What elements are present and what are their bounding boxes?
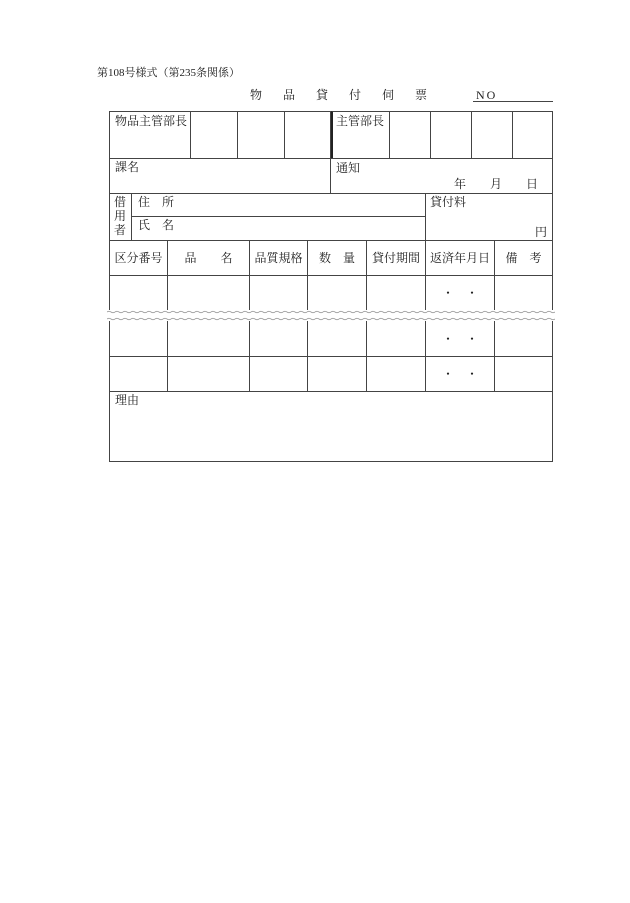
item-quantity-cell xyxy=(307,356,367,392)
address-label: 住 所 xyxy=(138,195,175,209)
number-label: NO xyxy=(476,88,498,102)
item-remarks-cell xyxy=(494,275,553,310)
item-name-cell xyxy=(167,275,250,310)
column-header-label: 返済年月日 xyxy=(429,251,490,265)
department-seal-cell xyxy=(190,111,238,159)
managing-seal-cell xyxy=(389,111,431,159)
reason-label: 理由 xyxy=(115,393,140,407)
item-loan-period-cell xyxy=(366,356,426,392)
managing-seal-cell xyxy=(471,111,513,159)
item-remarks-cell xyxy=(494,321,553,357)
division-label: 課名 xyxy=(115,160,140,174)
column-header xyxy=(425,240,495,276)
item-name-cell xyxy=(167,321,250,357)
column-header-label: 品 名 xyxy=(184,251,233,265)
reason-row xyxy=(109,391,553,462)
form-title: 物品貸付伺票 xyxy=(250,88,449,102)
managing-head-cell xyxy=(331,111,390,159)
department-head-cell xyxy=(109,111,191,159)
return-date-separators: ・ ・ xyxy=(441,286,478,300)
items-header-row xyxy=(109,240,553,276)
loan-request-table xyxy=(109,111,553,462)
item-return-date-cell xyxy=(425,275,495,310)
number-field xyxy=(473,88,553,102)
department-head-label: 物品主管部長 xyxy=(115,114,188,128)
reason-cell xyxy=(109,391,553,462)
column-header xyxy=(307,240,367,276)
return-date-separators: ・ ・ xyxy=(441,367,478,381)
column-header-label: 品質規格 xyxy=(254,251,303,265)
borrower-row xyxy=(109,193,553,241)
managing-seal-cell xyxy=(512,111,553,159)
item-category-number-cell xyxy=(109,321,168,357)
department-seal-cell xyxy=(284,111,331,159)
fee-cell xyxy=(425,193,553,241)
address-cell xyxy=(131,193,426,217)
column-header xyxy=(167,240,250,276)
item-row xyxy=(109,275,553,310)
item-category-number-cell xyxy=(109,275,168,310)
managing-head-label: 主管部長 xyxy=(336,114,385,128)
item-spec-cell xyxy=(249,321,308,357)
fee-unit: 円 xyxy=(534,225,547,239)
item-remarks-cell xyxy=(494,356,553,392)
column-header xyxy=(249,240,308,276)
notice-cell xyxy=(330,158,553,194)
section-row xyxy=(109,158,553,194)
item-name-cell xyxy=(167,356,250,392)
column-header-label: 備 考 xyxy=(505,251,542,265)
column-header-label: 数 量 xyxy=(318,251,355,265)
managing-seal-cell xyxy=(430,111,472,159)
item-return-date-cell xyxy=(425,356,495,392)
column-header-label: 区分番号 xyxy=(114,251,163,265)
column-header xyxy=(109,240,168,276)
item-row xyxy=(109,356,553,392)
form-number: 第108号様式（第235条関係） xyxy=(97,67,240,79)
item-quantity-cell xyxy=(307,321,367,357)
division-cell xyxy=(109,158,331,194)
column-header-label: 貸付期間 xyxy=(371,251,420,265)
column-header xyxy=(366,240,426,276)
notice-date: 年 月 日 xyxy=(454,177,539,191)
borrower-cell xyxy=(109,193,132,241)
item-return-date-cell xyxy=(425,321,495,357)
approval-row xyxy=(109,111,553,159)
item-loan-period-cell xyxy=(366,275,426,310)
item-spec-cell xyxy=(249,356,308,392)
item-spec-cell xyxy=(249,275,308,310)
name-label: 氏 名 xyxy=(138,218,175,232)
item-quantity-cell xyxy=(307,275,367,310)
fee-label: 貸付料 xyxy=(430,195,467,209)
notice-label: 通知 xyxy=(336,161,361,175)
item-row xyxy=(109,321,553,357)
borrower-label: 借用者 xyxy=(114,195,127,237)
column-header xyxy=(494,240,553,276)
name-cell xyxy=(131,216,426,241)
department-seal-cell xyxy=(237,111,285,159)
item-category-number-cell xyxy=(109,356,168,392)
item-loan-period-cell xyxy=(366,321,426,357)
return-date-separators: ・ ・ xyxy=(441,331,478,346)
